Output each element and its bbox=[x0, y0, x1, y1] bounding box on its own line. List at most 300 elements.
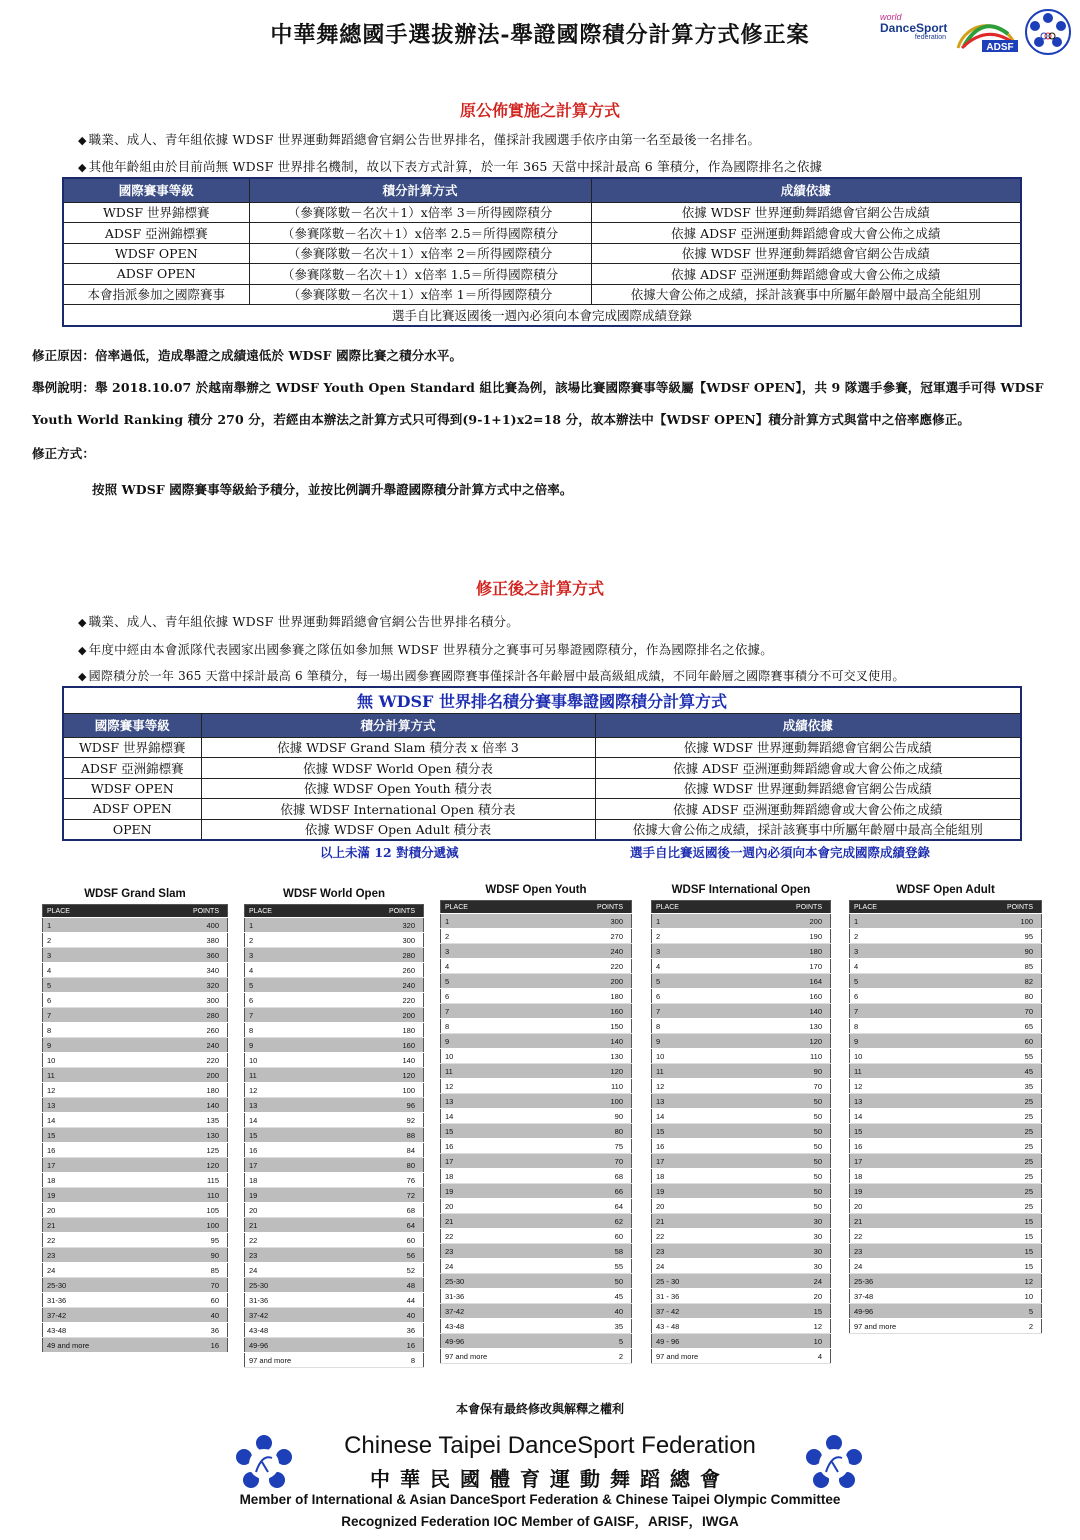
points-row bbox=[441, 1004, 632, 1019]
points-cell: 30 bbox=[753, 1214, 830, 1229]
points-row bbox=[652, 1274, 831, 1289]
points-row bbox=[850, 944, 1042, 959]
points-cell: 10 bbox=[958, 1289, 1041, 1304]
place-cell: 25-36 bbox=[850, 1274, 959, 1289]
points-row bbox=[850, 1064, 1042, 1079]
place-cell: 16 bbox=[850, 1139, 959, 1154]
points-cell: 15 bbox=[958, 1214, 1041, 1229]
points-row bbox=[652, 1169, 831, 1184]
points-cell: 50 bbox=[753, 1154, 830, 1169]
points-row bbox=[652, 989, 831, 1004]
points-cell: 140 bbox=[753, 1004, 830, 1019]
header-cell: 積分計算方式 bbox=[201, 713, 595, 737]
points-cell: 25 bbox=[958, 1124, 1041, 1139]
registration-deadline-note: 選手自比賽返國後一週內必須向本會完成國際成績登錄 bbox=[630, 845, 931, 860]
revised-method-table bbox=[62, 686, 1022, 841]
points-row bbox=[245, 1308, 424, 1323]
place-cell: 37-42 bbox=[43, 1308, 148, 1323]
place-cell: 24 bbox=[652, 1259, 754, 1274]
formula-cell: （參賽隊數－名次＋1）x倍率 1＝所得國際積分 bbox=[249, 284, 591, 305]
points-cell: 340 bbox=[148, 963, 228, 978]
amend-example-line1: 舉例說明：舉 2018.10.07 於越南舉辦之 WDSF Youth Open Standard 組比賽為例，該場比賽國際賽事等級屬【WDSF OPEN】，共 9 隊選手參賽，冠軍選手可得 WDSF bbox=[32, 380, 1044, 395]
points-row bbox=[43, 1188, 228, 1203]
points-cell: 50 bbox=[753, 1124, 830, 1139]
points-row bbox=[850, 989, 1042, 1004]
place-cell: 3 bbox=[441, 944, 549, 959]
place-cell: 7 bbox=[441, 1004, 549, 1019]
table-row bbox=[63, 202, 1021, 223]
points-cell: 70 bbox=[958, 1004, 1041, 1019]
points-row bbox=[245, 1158, 424, 1173]
points-cell: 80 bbox=[549, 1124, 632, 1139]
revised-bullet-3-text: 國際積分於一年 365 天當中採計最高 6 筆積分，每一場出國參賽國際賽事僅採計各年齡層中最高級組成績，不同年齡層之國際賽事積分不可交叉使用。 bbox=[88, 669, 905, 683]
revised-bullet-1 bbox=[78, 612, 519, 630]
place-cell: 31-36 bbox=[43, 1293, 148, 1308]
points-header: POINTS bbox=[148, 905, 228, 918]
header-cell: 國際賽事等級 bbox=[63, 713, 201, 737]
basis-cell: 依據 ADSF 亞洲運動舞蹈總會或大會公佈之成績 bbox=[591, 223, 1021, 244]
formula-cell: 依據 WDSF Grand Slam 積分表 x 倍率 3 bbox=[201, 737, 595, 758]
points-row bbox=[43, 1083, 228, 1098]
table-row bbox=[63, 758, 1021, 779]
place-cell: 49-96 bbox=[441, 1334, 549, 1349]
points-cell: 95 bbox=[148, 1233, 228, 1248]
place-cell: 8 bbox=[441, 1019, 549, 1034]
basis-cell: 依據大會公佈之成績，採計該賽事中所屬年齡層中最高全能組別 bbox=[595, 819, 1021, 840]
points-row bbox=[652, 1319, 831, 1334]
points-cell: 25 bbox=[958, 1199, 1041, 1214]
federation-name-zh: 中華民國體育運動舞蹈總會 bbox=[370, 1467, 730, 1491]
points-header: POINTS bbox=[958, 901, 1041, 914]
place-header: PLACE bbox=[43, 905, 148, 918]
place-cell: 16 bbox=[43, 1143, 148, 1158]
place-cell: 9 bbox=[43, 1038, 148, 1053]
points-table-open-youth bbox=[440, 880, 632, 1364]
place-cell: 23 bbox=[652, 1244, 754, 1259]
points-row bbox=[441, 1229, 632, 1244]
points-header-row bbox=[441, 901, 632, 914]
points-header: POINTS bbox=[346, 905, 423, 918]
points-row bbox=[245, 1068, 424, 1083]
points-row bbox=[245, 1263, 424, 1278]
place-cell: 2 bbox=[441, 929, 549, 944]
points-table-body bbox=[440, 900, 632, 1364]
points-cell: 95 bbox=[958, 929, 1041, 944]
points-cell: 120 bbox=[346, 1068, 423, 1083]
diamond-bullet-icon: ◆ bbox=[78, 670, 87, 683]
points-row bbox=[43, 933, 228, 948]
points-row bbox=[245, 1008, 424, 1023]
level-cell: ADSF OPEN bbox=[63, 264, 249, 285]
points-row bbox=[441, 959, 632, 974]
points-row bbox=[43, 1023, 228, 1038]
points-header-row bbox=[652, 901, 831, 914]
place-cell: 20 bbox=[652, 1199, 754, 1214]
place-cell: 25 - 30 bbox=[652, 1274, 754, 1289]
points-row bbox=[245, 1338, 424, 1353]
points-row bbox=[245, 948, 424, 963]
original-bullet-1-text: 職業、成人、青年組依據 WDSF 世界運動舞蹈總會官網公告世界排名，僅採計我國選手依序由第一名至最後一名排名。 bbox=[88, 132, 761, 147]
place-cell: 25-30 bbox=[245, 1278, 347, 1293]
points-cell: 15 bbox=[753, 1304, 830, 1319]
place-cell: 24 bbox=[245, 1263, 347, 1278]
revised-bullet-2 bbox=[78, 640, 773, 658]
place-cell: 49 and more bbox=[43, 1338, 148, 1353]
points-cell: 48 bbox=[346, 1278, 423, 1293]
points-row bbox=[850, 1229, 1042, 1244]
place-cell: 6 bbox=[850, 989, 959, 1004]
registration-note: 選手自比賽返國後一週內必須向本會完成國際成績登錄 bbox=[63, 305, 1021, 326]
points-cell: 380 bbox=[148, 933, 228, 948]
points-cell: 170 bbox=[753, 959, 830, 974]
points-cell: 40 bbox=[148, 1308, 228, 1323]
points-row bbox=[850, 1304, 1042, 1319]
points-cell: 5 bbox=[958, 1304, 1041, 1319]
place-cell: 49-96 bbox=[850, 1304, 959, 1319]
points-row bbox=[652, 914, 831, 929]
place-cell: 9 bbox=[652, 1034, 754, 1049]
points-table-international-open bbox=[651, 880, 831, 1364]
points-cell: 50 bbox=[753, 1094, 830, 1109]
points-row bbox=[245, 993, 424, 1008]
points-cell: 130 bbox=[148, 1128, 228, 1143]
diamond-bullet-icon: ◆ bbox=[78, 161, 87, 174]
points-row bbox=[441, 1304, 632, 1319]
points-cell: 35 bbox=[549, 1319, 632, 1334]
place-cell: 14 bbox=[245, 1113, 347, 1128]
points-cell: 120 bbox=[148, 1158, 228, 1173]
place-cell: 7 bbox=[43, 1008, 148, 1023]
points-cell: 260 bbox=[346, 963, 423, 978]
table-row bbox=[63, 819, 1021, 840]
place-cell: 21 bbox=[652, 1214, 754, 1229]
points-cell: 88 bbox=[346, 1128, 423, 1143]
points-row bbox=[441, 1109, 632, 1124]
place-header: PLACE bbox=[652, 901, 754, 914]
place-cell: 43 - 48 bbox=[652, 1319, 754, 1334]
points-table-title: WDSF Open Adult bbox=[896, 884, 995, 896]
points-cell: 100 bbox=[346, 1083, 423, 1098]
points-row bbox=[850, 1124, 1042, 1139]
place-cell: 8 bbox=[652, 1019, 754, 1034]
points-row bbox=[652, 1034, 831, 1049]
points-row bbox=[441, 1034, 632, 1049]
points-row bbox=[850, 914, 1042, 929]
place-cell: 9 bbox=[245, 1038, 347, 1053]
points-cell: 60 bbox=[549, 1229, 632, 1244]
place-cell: 14 bbox=[652, 1109, 754, 1124]
points-cell: 60 bbox=[346, 1233, 423, 1248]
place-cell: 49-96 bbox=[245, 1338, 347, 1353]
points-cell: 96 bbox=[346, 1098, 423, 1113]
table-row bbox=[63, 284, 1021, 305]
place-cell: 1 bbox=[441, 914, 549, 929]
points-cell: 50 bbox=[753, 1184, 830, 1199]
points-cell: 220 bbox=[346, 993, 423, 1008]
points-row bbox=[652, 1154, 831, 1169]
level-cell: WDSF OPEN bbox=[63, 778, 201, 799]
place-cell: 19 bbox=[245, 1188, 347, 1203]
points-row bbox=[652, 1079, 831, 1094]
points-cell: 52 bbox=[346, 1263, 423, 1278]
points-row bbox=[43, 1263, 228, 1278]
points-cell: 15 bbox=[958, 1229, 1041, 1244]
points-cell: 25 bbox=[958, 1184, 1041, 1199]
place-cell: 2 bbox=[245, 933, 347, 948]
place-cell: 11 bbox=[652, 1064, 754, 1079]
points-cell: 60 bbox=[958, 1034, 1041, 1049]
points-row bbox=[850, 1259, 1042, 1274]
place-cell: 97 and more bbox=[441, 1349, 549, 1364]
place-cell: 4 bbox=[245, 963, 347, 978]
points-row bbox=[441, 1214, 632, 1229]
ctdsf-footer-logo-right bbox=[802, 1432, 866, 1496]
points-cell: 300 bbox=[346, 933, 423, 948]
points-cell: 50 bbox=[753, 1109, 830, 1124]
place-cell: 31-36 bbox=[245, 1293, 347, 1308]
points-row bbox=[245, 1248, 424, 1263]
original-bullet-1 bbox=[78, 130, 760, 148]
points-row bbox=[245, 1293, 424, 1308]
place-cell: 5 bbox=[43, 978, 148, 993]
points-cell: 240 bbox=[148, 1038, 228, 1053]
points-cell: 40 bbox=[346, 1308, 423, 1323]
points-header-row bbox=[43, 905, 228, 918]
points-cell: 220 bbox=[549, 959, 632, 974]
place-cell: 17 bbox=[850, 1154, 959, 1169]
points-cell: 65 bbox=[958, 1019, 1041, 1034]
place-cell: 24 bbox=[43, 1263, 148, 1278]
place-cell: 4 bbox=[43, 963, 148, 978]
points-row bbox=[652, 1289, 831, 1304]
points-table-body bbox=[42, 904, 228, 1353]
points-cell: 70 bbox=[148, 1278, 228, 1293]
place-cell: 10 bbox=[43, 1053, 148, 1068]
points-row bbox=[441, 989, 632, 1004]
place-cell: 10 bbox=[441, 1049, 549, 1064]
points-row bbox=[850, 1154, 1042, 1169]
place-cell: 16 bbox=[245, 1143, 347, 1158]
points-cell: 190 bbox=[753, 929, 830, 944]
formula-cell: （參賽隊數－名次＋1）x倍率 3＝所得國際積分 bbox=[249, 202, 591, 223]
place-cell: 1 bbox=[245, 918, 347, 933]
place-cell: 8 bbox=[245, 1023, 347, 1038]
points-cell: 2 bbox=[958, 1319, 1041, 1334]
points-cell: 66 bbox=[549, 1184, 632, 1199]
ctdsf-header-logo bbox=[1024, 8, 1072, 56]
points-cell: 240 bbox=[346, 978, 423, 993]
points-cell: 125 bbox=[148, 1143, 228, 1158]
points-row bbox=[43, 963, 228, 978]
points-row bbox=[441, 1049, 632, 1064]
place-cell: 13 bbox=[652, 1094, 754, 1109]
points-cell: 70 bbox=[753, 1079, 830, 1094]
points-cell: 360 bbox=[148, 948, 228, 963]
points-cell: 180 bbox=[346, 1023, 423, 1038]
points-cell: 200 bbox=[753, 914, 830, 929]
place-cell: 43-48 bbox=[441, 1319, 549, 1334]
header-cell: 成績依據 bbox=[595, 713, 1021, 737]
place-cell: 4 bbox=[441, 959, 549, 974]
points-row bbox=[43, 1053, 228, 1068]
points-row bbox=[850, 1034, 1042, 1049]
points-row bbox=[43, 978, 228, 993]
place-cell: 49 - 96 bbox=[652, 1334, 754, 1349]
points-cell: 30 bbox=[753, 1244, 830, 1259]
header-cell: 國際賽事等級 bbox=[63, 178, 249, 202]
points-cell: 16 bbox=[148, 1338, 228, 1353]
points-table-open-adult bbox=[849, 880, 1042, 1334]
points-cell: 4 bbox=[753, 1349, 830, 1364]
formula-cell: 依據 WDSF International Open 積分表 bbox=[201, 799, 595, 820]
table-row bbox=[63, 778, 1021, 799]
points-row bbox=[441, 1079, 632, 1094]
points-row bbox=[850, 1244, 1042, 1259]
points-cell: 15 bbox=[958, 1259, 1041, 1274]
points-header-row bbox=[850, 901, 1042, 914]
formula-cell: 依據 WDSF Open Youth 積分表 bbox=[201, 778, 595, 799]
place-cell: 43-48 bbox=[245, 1323, 347, 1338]
points-cell: 70 bbox=[549, 1154, 632, 1169]
place-cell: 8 bbox=[850, 1019, 959, 1034]
points-cell: 84 bbox=[346, 1143, 423, 1158]
points-header-row bbox=[245, 905, 424, 918]
place-cell: 97 and more bbox=[652, 1349, 754, 1364]
points-row bbox=[245, 933, 424, 948]
points-cell: 30 bbox=[753, 1259, 830, 1274]
points-row bbox=[43, 1098, 228, 1113]
points-cell: 110 bbox=[549, 1079, 632, 1094]
points-cell: 120 bbox=[549, 1064, 632, 1079]
diamond-bullet-icon: ◆ bbox=[78, 644, 87, 657]
points-row bbox=[441, 1274, 632, 1289]
place-cell: 22 bbox=[850, 1229, 959, 1244]
level-cell: OPEN bbox=[63, 819, 201, 840]
level-cell: ADSF OPEN bbox=[63, 799, 201, 820]
place-cell: 11 bbox=[850, 1064, 959, 1079]
rights-statement: 本會保有最終修改與解釋之權利 bbox=[455, 1402, 624, 1416]
table-caption-row bbox=[63, 687, 1021, 713]
points-cell: 320 bbox=[346, 918, 423, 933]
wdsf-logo bbox=[880, 12, 946, 56]
points-row bbox=[652, 1334, 831, 1349]
place-cell: 19 bbox=[850, 1184, 959, 1199]
membership-line-1: Member of International & Asian DanceSport Federation & Chinese Taipei Olympic Committee bbox=[239, 1492, 841, 1507]
place-cell: 1 bbox=[850, 914, 959, 929]
points-row bbox=[850, 959, 1042, 974]
points-row bbox=[850, 1289, 1042, 1304]
points-table-title: WDSF Grand Slam bbox=[84, 888, 186, 900]
points-row bbox=[43, 1338, 228, 1353]
place-cell: 7 bbox=[652, 1004, 754, 1019]
points-row bbox=[850, 1109, 1042, 1124]
points-cell: 140 bbox=[549, 1034, 632, 1049]
place-cell: 18 bbox=[441, 1169, 549, 1184]
ctdsf-footer-logo-left bbox=[232, 1432, 296, 1496]
points-cell: 110 bbox=[753, 1049, 830, 1064]
points-cell: 110 bbox=[148, 1188, 228, 1203]
place-cell: 22 bbox=[652, 1229, 754, 1244]
points-cell: 130 bbox=[549, 1049, 632, 1064]
points-row bbox=[245, 1353, 424, 1368]
place-cell: 22 bbox=[441, 1229, 549, 1244]
points-row bbox=[245, 1233, 424, 1248]
table-row bbox=[63, 737, 1021, 758]
diamond-bullet-icon: ◆ bbox=[78, 616, 87, 629]
points-table-title: WDSF International Open bbox=[671, 884, 811, 896]
adsf-logo bbox=[952, 8, 1022, 56]
points-cell: 76 bbox=[346, 1173, 423, 1188]
formula-cell: 依據 WDSF Open Adult 積分表 bbox=[201, 819, 595, 840]
formula-cell: （參賽隊數－名次＋1）x倍率 2＝所得國際積分 bbox=[249, 243, 591, 264]
decreasing-points-note: 以上未滿 12 對積分遞減 bbox=[320, 845, 459, 860]
level-cell: WDSF 世界錦標賽 bbox=[63, 737, 201, 758]
points-cell: 50 bbox=[753, 1169, 830, 1184]
points-row bbox=[43, 1143, 228, 1158]
place-cell: 11 bbox=[245, 1068, 347, 1083]
place-cell: 37-42 bbox=[245, 1308, 347, 1323]
place-cell: 10 bbox=[245, 1053, 347, 1068]
points-row bbox=[652, 1199, 831, 1214]
points-cell: 90 bbox=[958, 944, 1041, 959]
points-cell: 160 bbox=[753, 989, 830, 1004]
points-cell: 55 bbox=[958, 1049, 1041, 1064]
points-cell: 82 bbox=[958, 974, 1041, 989]
points-cell: 270 bbox=[549, 929, 632, 944]
points-cell: 60 bbox=[148, 1293, 228, 1308]
points-cell: 90 bbox=[753, 1064, 830, 1079]
place-cell: 12 bbox=[43, 1083, 148, 1098]
place-cell: 8 bbox=[43, 1023, 148, 1038]
place-cell: 31 - 36 bbox=[652, 1289, 754, 1304]
points-row bbox=[652, 1349, 831, 1364]
revised-bullet-2-text: 年度中經由本會派隊代表國家出國參賽之隊伍如參加無 WDSF 世界積分之賽事可另舉證國際積分，作為國際排名之依據。 bbox=[88, 642, 773, 657]
place-cell: 16 bbox=[441, 1139, 549, 1154]
amend-method-label: 修正方式： bbox=[32, 446, 96, 461]
points-cell: 280 bbox=[148, 1008, 228, 1023]
points-header: POINTS bbox=[549, 901, 632, 914]
points-cell: 12 bbox=[753, 1319, 830, 1334]
points-cell: 36 bbox=[148, 1323, 228, 1338]
level-cell: WDSF OPEN bbox=[63, 243, 249, 264]
place-cell: 11 bbox=[43, 1068, 148, 1083]
membership-line-2: Recognized Federation IOC Member of GAISF，ARISF，IWGA bbox=[341, 1514, 739, 1529]
points-cell: 36 bbox=[346, 1323, 423, 1338]
points-cell: 85 bbox=[148, 1263, 228, 1278]
points-table-grand-slam bbox=[42, 884, 228, 1353]
table-row bbox=[63, 799, 1021, 820]
place-cell: 18 bbox=[652, 1169, 754, 1184]
points-row bbox=[441, 974, 632, 989]
place-header: PLACE bbox=[850, 901, 959, 914]
original-method-table bbox=[62, 177, 1022, 327]
place-cell: 24 bbox=[441, 1259, 549, 1274]
place-cell: 97 and more bbox=[850, 1319, 959, 1334]
points-cell: 45 bbox=[549, 1289, 632, 1304]
place-cell: 9 bbox=[441, 1034, 549, 1049]
points-row bbox=[441, 1289, 632, 1304]
points-row bbox=[245, 1143, 424, 1158]
place-cell: 17 bbox=[652, 1154, 754, 1169]
points-row bbox=[850, 1214, 1042, 1229]
points-cell: 92 bbox=[346, 1113, 423, 1128]
points-row bbox=[850, 1184, 1042, 1199]
points-row bbox=[245, 1173, 424, 1188]
basis-cell: 依據 WDSF 世界運動舞蹈總會官網公告成績 bbox=[595, 737, 1021, 758]
place-cell: 17 bbox=[441, 1154, 549, 1169]
level-cell: WDSF 世界錦標賽 bbox=[63, 202, 249, 223]
federation-name-en: Chinese Taipei DanceSport Federation bbox=[344, 1432, 756, 1459]
